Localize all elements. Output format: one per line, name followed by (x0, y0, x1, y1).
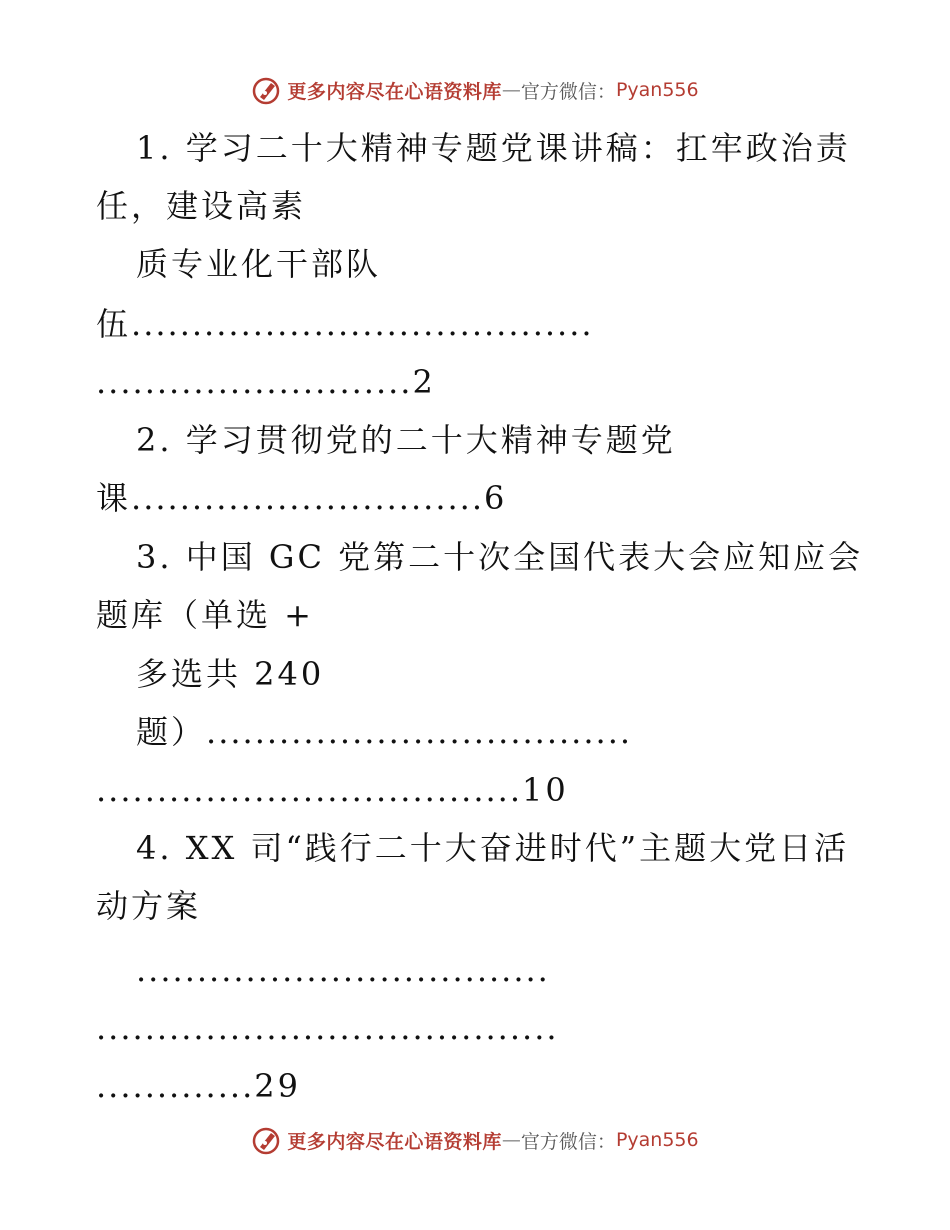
banner-dash: — (501, 1129, 521, 1151)
toc-item-1-title-line1[interactable] (136, 128, 851, 168)
pen-nib-logo-icon (251, 75, 281, 105)
wechat-id: Pyan556 (615, 1129, 699, 1151)
leader-dots: ................................... (206, 713, 633, 751)
toc-item-4-number: 4. (136, 829, 173, 867)
toc-item-1-title-line2: 任，建设高素 (96, 187, 307, 225)
toc-item-4-page-line (96, 1066, 301, 1106)
toc-item-2-page: 6 (484, 479, 508, 517)
toc-item-3-title: 中国 GC 党第二十次全国代表大会应知应会 (185, 538, 864, 576)
toc-item-2-number: 2. (136, 421, 173, 459)
toc-item-3-number: 3. (136, 538, 173, 576)
toc-item-1-number: 1. (136, 129, 173, 167)
toc-item-4-dots-line1 (136, 950, 550, 990)
leader-dots: ...................................... (131, 305, 594, 343)
toc-item-3-title-line2: 题库（单选 + (96, 596, 314, 634)
toc-item-1-page: 2 (412, 363, 436, 401)
toc-item-2-title: 学习贯彻党的二十大精神专题党 (185, 421, 676, 459)
toc-item-1-title-line4: 伍...................................... (96, 305, 594, 343)
wechat-id: Pyan556 (615, 79, 699, 101)
toc-item-1-page-line (96, 362, 436, 402)
toc-item-3-page: 10 (522, 771, 569, 809)
toc-item-2-page-line: 课.............................6 (96, 479, 508, 517)
toc-item-4-title-line2: 动方案 (96, 887, 202, 925)
leader-dots: .......................... (96, 363, 413, 401)
leader-dots: .................................. (136, 951, 550, 989)
footer-banner (0, 1120, 950, 1160)
promo-text: 更多内容尽在心语资料库 (287, 80, 502, 103)
toc-item-2-title-line1[interactable] (136, 420, 676, 460)
toc-item-4-title-line1[interactable] (136, 828, 849, 868)
banner-dash: — (501, 79, 521, 101)
official-label: 官方微信： (520, 1130, 616, 1153)
toc-item-3-title-line1[interactable] (136, 537, 863, 577)
toc-item-3-title-line3: 多选共 240 (136, 655, 325, 693)
toc-item-3-page-line (96, 770, 569, 810)
toc-item-3-title-line4: 题）................................... (136, 713, 633, 751)
toc-item-1-title-line3: 质专业化干部队 (136, 245, 382, 283)
promo-text: 更多内容尽在心语资料库 (287, 1130, 502, 1153)
leader-dots: ................................... (96, 771, 523, 809)
toc-item-4-title: XX 司“践行二十大奋进时代”主题大党日活 (185, 829, 850, 867)
toc-item-4-page: 29 (254, 1067, 301, 1105)
leader-dots: ............................. (131, 479, 484, 517)
pen-nib-logo-icon (251, 1125, 281, 1155)
leader-dots: ............. (96, 1067, 255, 1105)
official-label: 官方微信： (520, 80, 616, 103)
header-banner (0, 70, 950, 110)
toc-item-1-title: 学习二十大精神专题党课讲稿：扛牢政治责 (185, 129, 851, 167)
toc-item-4-dots-line2 (96, 1008, 559, 1048)
leader-dots: ...................................... (96, 1009, 559, 1047)
